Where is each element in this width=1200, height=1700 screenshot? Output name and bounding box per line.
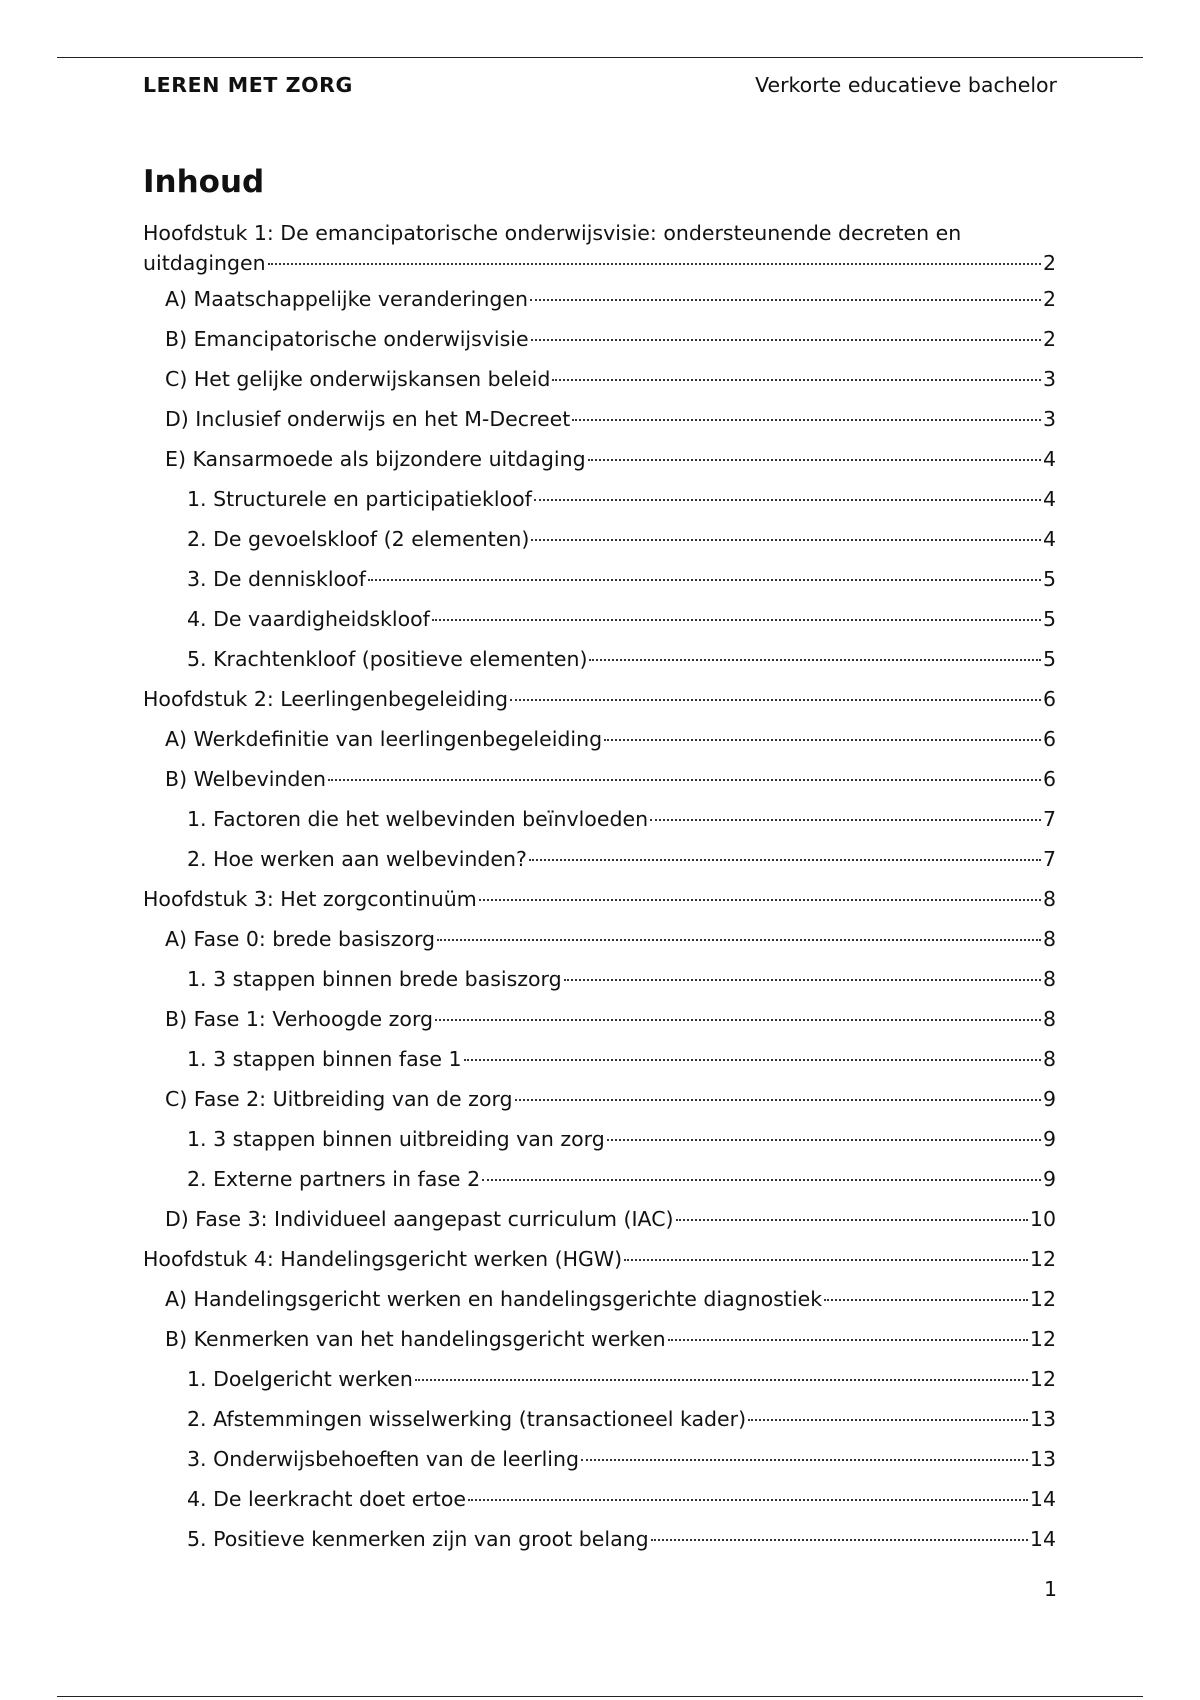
toc-entry-text: D) Fase 3: Individueel aangepast curriculum (IAC) [165,1207,674,1231]
toc-leader [510,699,1041,701]
toc-entry[interactable] [143,844,1056,884]
toc-page-number: 6 [1042,727,1056,751]
toc-entry-text: 1. Doelgericht werken [187,1367,413,1391]
toc-entry-hoofdstuk-1[interactable]: Hoofdstuk 1: De emancipatorische onderwijsvisie: ondersteunende decreten en [143,221,962,245]
toc-entry-text: B) Fase 1: Verhoogde zorg [165,1007,434,1031]
toc-page-number: 10 [1029,1207,1056,1231]
toc-entry[interactable] [143,684,1056,724]
toc-page-number: 12 [1029,1247,1056,1271]
toc-entry[interactable] [143,524,1056,564]
toc-entry-hoofdstuk-1-cont[interactable] [143,248,1056,284]
toc-leader [676,1219,1028,1221]
toc-page-number: 9 [1042,1167,1056,1191]
toc-page-number: 3 [1042,407,1056,431]
toc-leader [479,899,1041,901]
toc-page-number: 6 [1042,767,1056,791]
toc-leader [668,1339,1028,1341]
toc-leader [607,1139,1041,1141]
toc-leader [748,1419,1028,1421]
toc-leader [531,339,1041,341]
toc-entry[interactable] [143,1484,1056,1524]
toc-entry-text: Hoofdstuk 2: Leerlingenbegeleiding [143,687,508,711]
toc-entry-text: A) Handelingsgericht werken en handelingsgerichte diagnostiek [165,1287,823,1311]
toc-page-number: 8 [1042,1047,1056,1071]
toc-entry[interactable] [143,1084,1056,1124]
toc-entry[interactable] [143,284,1056,324]
toc-entry[interactable] [143,1364,1056,1404]
toc-entry-text: D) Inclusief onderwijs en het M-Decreet [165,407,571,431]
toc-entry[interactable] [143,604,1056,644]
toc-entry-text: 5. Positieve kenmerken zijn van groot belang [187,1527,649,1551]
toc-entry[interactable] [143,1204,1056,1244]
toc-entry[interactable] [143,1444,1056,1484]
toc-page-number: 14 [1029,1527,1056,1551]
toc-leader [824,1299,1028,1301]
toc-entry[interactable] [143,1404,1056,1444]
toc-page-number: 8 [1042,887,1056,911]
toc-leader [604,739,1041,741]
toc-entry-text: 5. Krachtenkloof (positieve elementen) [187,647,588,671]
toc-leader [624,1259,1028,1261]
toc-entry-text: Hoofdstuk 3: Het zorgcontinuüm [143,887,477,911]
toc-leader [564,979,1041,981]
toc-entry-text: 1. Factoren die het welbevinden beïnvloeden [187,807,649,831]
toc-entry-text: A) Fase 0: brede basiszorg [165,927,436,951]
toc-entry-text: B) Welbevinden [165,767,327,791]
toc-leader [482,1179,1041,1181]
toc-entry-text: A) Maatschappelijke veranderingen [165,287,528,311]
toc-entry[interactable] [143,324,1056,364]
toc-leader [581,1459,1028,1461]
toc-entry[interactable] [143,804,1056,844]
toc-entry-text: uitdagingen [143,251,266,275]
toc-leader [589,659,1040,661]
header-subtitle: Verkorte educatieve bachelor [755,73,1057,97]
toc-page-number: 5 [1042,647,1056,671]
toc-entry[interactable] [143,924,1056,964]
toc-leader [572,419,1041,421]
toc-entry[interactable] [143,764,1056,804]
toc-leader [534,499,1041,501]
toc-entry-text: 2. Afstemmingen wisselwerking (transactioneel kader) [187,1407,747,1431]
toc-entry[interactable] [143,484,1056,524]
toc-leader [368,579,1041,581]
toc-entry-text: 2. Externe partners in fase 2 [187,1167,481,1191]
toc-page-number: 12 [1029,1287,1056,1311]
toc-entry[interactable] [143,1164,1056,1204]
toc-entry-text: B) Emancipatorische onderwijsvisie [165,327,529,351]
toc-entry[interactable] [143,1244,1056,1284]
toc-page-number: 6 [1042,687,1056,711]
toc-leader [531,539,1041,541]
toc-page-number: 7 [1042,807,1056,831]
toc-entry-text: 2. Hoe werken aan welbevinden? [187,847,527,871]
toc-page-number: 9 [1042,1127,1056,1151]
toc-entry[interactable] [143,564,1056,604]
header-title: LEREN MET ZORG [143,73,353,97]
toc-entry[interactable] [143,1284,1056,1324]
toc-page-number: 5 [1042,567,1056,591]
toc-leader [468,1499,1028,1501]
toc-page-number: 12 [1029,1367,1056,1391]
toc-leader [530,299,1041,301]
toc-entry-text: 4. De leerkracht doet ertoe [187,1487,466,1511]
toc-page-number: 9 [1042,1087,1056,1111]
footer-rule [57,1696,1143,1697]
toc-leader [415,1379,1028,1381]
toc-page-number: 8 [1042,1007,1056,1031]
toc-entry[interactable] [143,1524,1056,1564]
toc-entry-text: 1. 3 stappen binnen brede basiszorg [187,967,562,991]
toc-entry-text: C) Fase 2: Uitbreiding van de zorg [165,1087,513,1111]
toc-leader [529,859,1041,861]
toc-leader [552,379,1041,381]
toc-page-number: 2 [1042,251,1056,275]
table-of-contents [143,218,1056,1564]
toc-entry-text: 1. 3 stappen binnen fase 1 [187,1047,462,1071]
toc-entry-text: Hoofdstuk 4: Handelingsgericht werken (HGW) [143,1247,623,1271]
toc-leader [515,1099,1041,1101]
toc-entry-text: 1. 3 stappen binnen uitbreiding van zorg [187,1127,605,1151]
toc-leader [268,263,1041,265]
toc-page-number: 4 [1042,487,1056,511]
toc-leader [437,939,1041,941]
toc-entry-text: 2. De gevoelskloof (2 elementen) [187,527,530,551]
toc-entry-text: C) Het gelijke onderwijskansen beleid [165,367,551,391]
toc-page-number: 13 [1029,1407,1056,1431]
toc-entry[interactable] [143,1324,1056,1364]
toc-page-number: 2 [1042,287,1056,311]
toc-page-number: 4 [1042,447,1056,471]
toc-entry[interactable] [143,404,1056,444]
toc-entry[interactable] [143,1004,1056,1044]
toc-entry-text: E) Kansarmoede als bijzondere uitdaging [165,447,586,471]
toc-leader [432,619,1041,621]
toc-leader [650,819,1041,821]
toc-entry[interactable] [143,724,1056,764]
toc-entry-text: 4. De vaardigheidskloof [187,607,430,631]
toc-leader [588,459,1041,461]
toc-leader [328,779,1041,781]
toc-page-number: 14 [1029,1487,1056,1511]
toc-leader [464,1059,1041,1061]
page-number: 1 [1043,1577,1057,1601]
toc-page-number: 13 [1029,1447,1056,1471]
toc-entry[interactable] [143,1124,1056,1164]
toc-entry-text: B) Kenmerken van het handelingsgericht werken [165,1327,666,1351]
toc-entry[interactable] [143,1044,1056,1084]
toc-entry[interactable] [143,444,1056,484]
toc-entry[interactable] [143,644,1056,684]
toc-page-number: 8 [1042,967,1056,991]
toc-leader [435,1019,1041,1021]
toc-entry[interactable] [143,964,1056,1004]
toc-entry[interactable] [143,884,1056,924]
toc-entry-text: 3. De denniskloof [187,567,366,591]
header-rule [57,57,1143,58]
toc-page-number: 7 [1042,847,1056,871]
toc-page-number: 4 [1042,527,1056,551]
toc-entry-text: A) Werkdefinitie van leerlingenbegeleiding [165,727,603,751]
toc-entry[interactable] [143,364,1056,404]
toc-page-number: 2 [1042,327,1056,351]
toc-entry-text: 1. Structurele en participatiekloof [187,487,532,511]
toc-page-number: 3 [1042,367,1056,391]
toc-leader [651,1539,1028,1541]
page-title: Inhoud [143,164,265,200]
toc-entry-text: 3. Onderwijsbehoeften van de leerling [187,1447,579,1471]
toc-page-number: 8 [1042,927,1056,951]
toc-page-number: 5 [1042,607,1056,631]
toc-page-number: 12 [1029,1327,1056,1351]
